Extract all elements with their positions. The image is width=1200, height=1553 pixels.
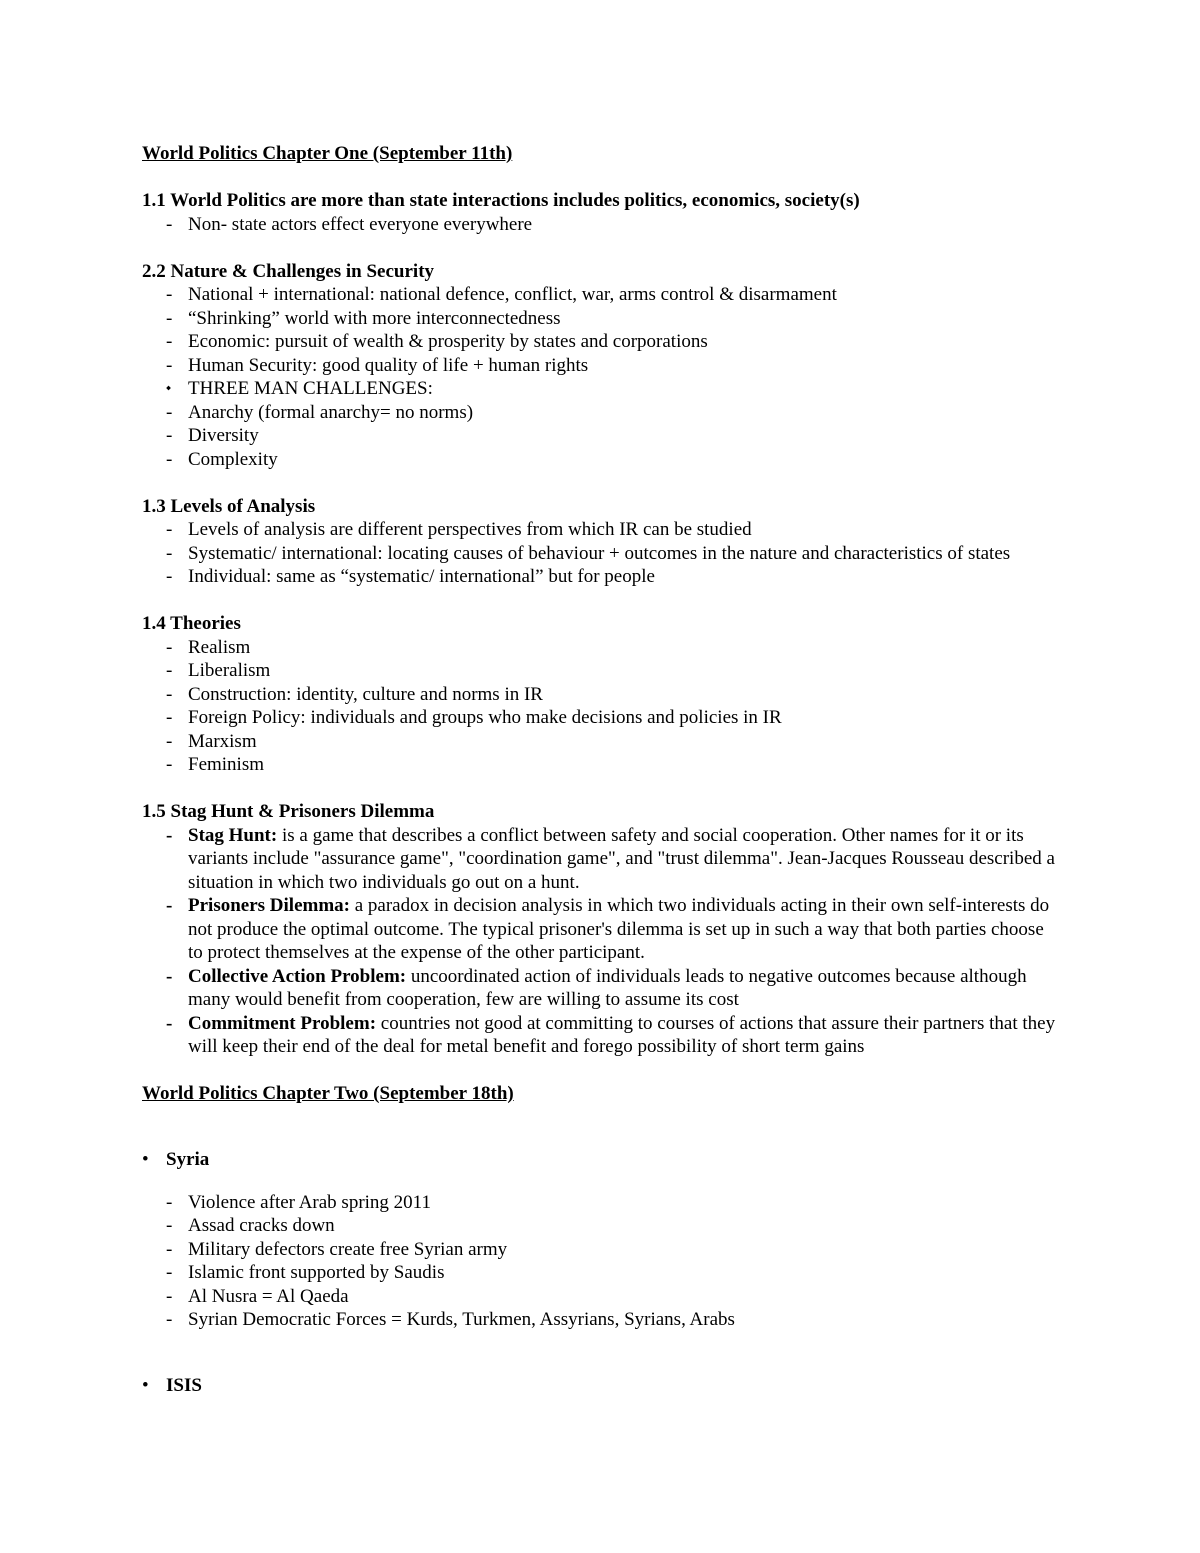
chapter-two-title: World Politics Chapter Two (September 18th) — [142, 1083, 514, 1104]
term-stag-hunt: Stag Hunt: — [188, 824, 278, 846]
dash-marker: - — [166, 707, 173, 728]
term-collective-action-problem: Collective Action Problem: — [188, 965, 407, 987]
section-1-1-heading: 1.1 World Politics are more than state interactions includes politics, economics, society(s) — [142, 190, 860, 211]
list-item: - Economic: pursuit of wealth & prosperity by states and corporations — [166, 331, 708, 352]
list-item: - Violence after Arab spring 2011 — [166, 1191, 431, 1213]
list-item: - Realism — [166, 636, 251, 658]
list-item: - Human Security: good quality of life + human rights — [166, 354, 589, 376]
list-item: - Anarchy (formal anarchy= no norms) — [166, 401, 474, 423]
dash-marker: - — [166, 566, 173, 587]
list-item: - Non- state actors effect everyone everywhere — [166, 213, 533, 235]
section-1-3-heading: 1.3 Levels of Analysis — [142, 495, 316, 517]
dash-marker: - — [166, 425, 173, 446]
section-1-5-list — [142, 824, 1062, 1059]
section-1-5-heading: 1.5 Stag Hunt & Prisoners Dilemma — [142, 801, 435, 822]
dash-marker: - — [166, 965, 173, 987]
list-item: - Liberalism — [166, 660, 271, 681]
bullet-icon: • — [142, 1375, 149, 1396]
term-commitment-problem: Commitment Problem: — [188, 1012, 377, 1034]
list-item: - Collective Action Problem: uncoordinated action of individuals leads to negative outcomes because although many would benefit from cooperation, few are willing to assume its cost — [166, 965, 1027, 1010]
section-1-3-list — [142, 518, 1062, 589]
section-2-2-heading: 2.2 Nature & Challenges in Security — [142, 260, 435, 282]
dash-marker: - — [166, 1191, 173, 1213]
dash-marker: - — [166, 895, 173, 916]
section-1-4-heading: 1.4 Theories — [142, 613, 241, 634]
list-item: - Diversity — [166, 425, 259, 446]
list-item: - Marxism — [166, 730, 257, 752]
syria-heading: • Syria — [142, 1149, 210, 1170]
list-item: - Feminism — [166, 754, 265, 775]
list-item: - Prisoners Dilemma: a paradox in decision analysis in which two individuals acting in their own self-interests do not produce the optimal outcome. The typical prisoner's dilemma is set up in such a way that both parties choose to protect themselves at the expense of the other participant. — [166, 895, 1050, 963]
list-item: - Levels of analysis are different perspectives from which IR can be studied — [166, 519, 752, 540]
dash-marker: - — [166, 1285, 173, 1307]
list-item: - Assad cracks down — [166, 1215, 335, 1236]
dash-marker: - — [166, 1215, 173, 1236]
dash-marker: - — [166, 448, 173, 470]
isis-heading: • ISIS — [142, 1375, 202, 1396]
dash-marker: - — [166, 754, 173, 775]
list-item: - Al Nusra = Al Qaeda — [166, 1285, 349, 1307]
list-item: - Systematic/ international: locating causes of behaviour + outcomes in the nature and characteristics of states — [166, 542, 1011, 564]
list-item: - Construction: identity, culture and norms in IR — [166, 683, 543, 705]
syria-list — [142, 1191, 1062, 1332]
dash-marker: - — [166, 730, 173, 752]
list-item: - Military defectors create free Syrian army — [166, 1238, 508, 1260]
list-item: - “Shrinking” world with more interconnectedness — [166, 307, 561, 329]
chapter-one-title: World Politics Chapter One (September 11th) — [142, 143, 513, 164]
list-item: - Islamic front supported by Saudis — [166, 1262, 445, 1283]
dash-marker: - — [166, 213, 173, 235]
document-page — [142, 142, 1062, 1417]
dash-marker: - — [166, 401, 173, 423]
list-item: - National + international: national defence, conflict, war, arms control & disarmament — [166, 284, 837, 305]
list-item: - Commitment Problem: countries not good at committing to courses of actions that assure their partners that they will keep their end of the deal for metal benefit and forego possibility of short term gains — [166, 1012, 1056, 1057]
dash-marker: - — [166, 824, 173, 846]
dash-marker: - — [166, 354, 173, 376]
dash-marker: - — [166, 636, 173, 658]
dash-marker: - — [166, 519, 173, 540]
list-item: - Complexity — [166, 448, 278, 470]
dash-marker: - — [166, 331, 173, 352]
section-2-2-list — [142, 283, 1062, 471]
dash-marker: - — [166, 307, 173, 329]
dash-marker: - — [166, 542, 173, 564]
dash-marker: - — [166, 1012, 173, 1034]
diamond-bullet-icon: ⬩ — [166, 381, 172, 396]
dash-marker: - — [166, 1238, 173, 1260]
list-item: - Foreign Policy: individuals and groups who make decisions and policies in IR — [166, 707, 782, 728]
dash-marker: - — [166, 1309, 173, 1330]
section-1-1-list — [142, 213, 1062, 237]
dash-marker: - — [166, 660, 173, 681]
list-item: - Individual: same as “systematic/ international” but for people — [166, 566, 655, 587]
dash-marker: - — [166, 1262, 173, 1283]
list-item: - Stag Hunt: is a game that describes a conflict between safety and social cooperation. Other names for it or its variants include "assurance game", "coordination game", and "trust dilemma". Jean-Jacques Rousseau described a situation in which two individuals go out on a hunt. — [166, 824, 1055, 893]
list-item: - Syrian Democratic Forces = Kurds, Turkmen, Assyrians, Syrians, Arabs — [166, 1309, 735, 1330]
dash-marker: - — [166, 683, 173, 705]
bullet-icon: • — [142, 1149, 149, 1170]
section-1-4-list — [142, 636, 1062, 777]
dash-marker: - — [166, 284, 173, 305]
term-prisoners-dilemma: Prisoners Dilemma: — [188, 895, 350, 916]
list-item: ⬩ THREE MAN CHALLENGES: — [166, 378, 433, 399]
